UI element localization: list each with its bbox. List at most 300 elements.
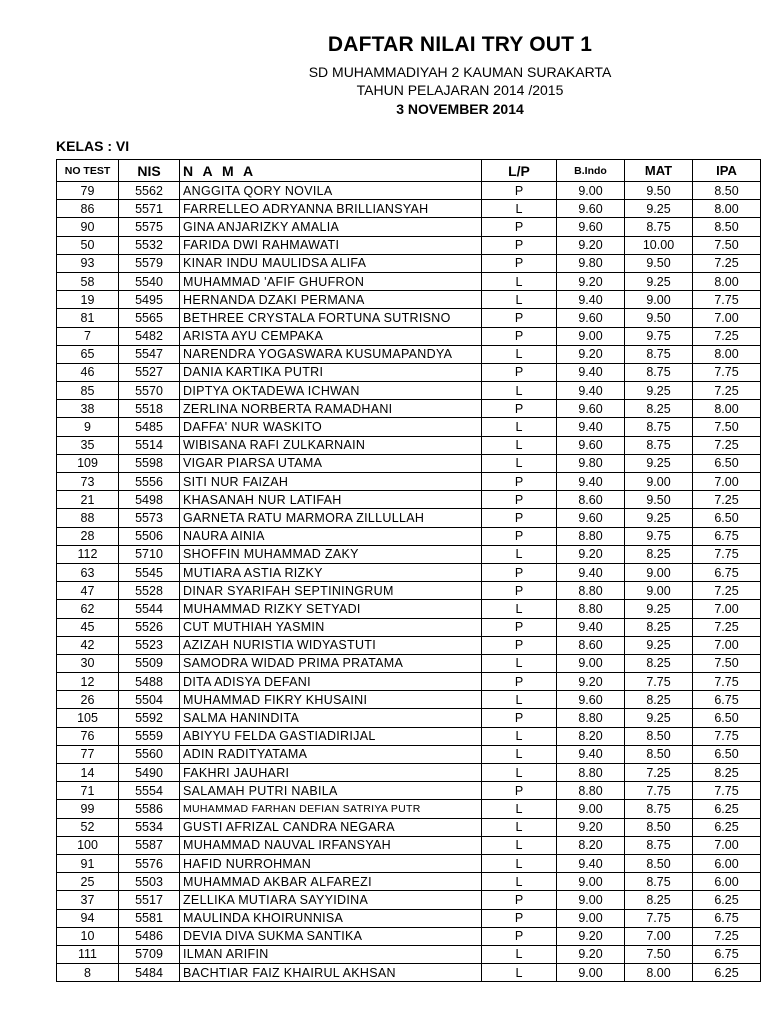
table-row — [57, 291, 761, 309]
table-row — [57, 582, 761, 600]
cell-bindo: 8.80 — [557, 782, 625, 800]
cell-nama: GARNETA RATU MARMORA ZILLULLAH — [180, 509, 482, 527]
table-row — [57, 309, 761, 327]
cell-nama: ARISTA AYU CEMPAKA — [180, 327, 482, 345]
cell-nama: VIGAR PIARSA UTAMA — [180, 454, 482, 472]
cell-ipa: 7.00 — [693, 309, 761, 327]
cell-mat: 9.25 — [625, 709, 693, 727]
cell-nama: DITA ADISYA DEFANI — [180, 673, 482, 691]
cell-no-test: 112 — [57, 545, 119, 563]
column-header-nama: N A M A — [180, 160, 482, 182]
cell-mat: 8.75 — [625, 345, 693, 363]
cell-nama: FARIDA DWI RAHMAWATI — [180, 236, 482, 254]
cell-ipa: 7.75 — [693, 673, 761, 691]
cell-nis: 5509 — [119, 654, 180, 672]
cell-nis: 5592 — [119, 709, 180, 727]
cell-lp: L — [482, 873, 557, 891]
cell-mat: 7.75 — [625, 909, 693, 927]
cell-lp: P — [482, 709, 557, 727]
cell-no-test: 52 — [57, 818, 119, 836]
cell-no-test: 93 — [57, 254, 119, 272]
cell-ipa: 6.50 — [693, 509, 761, 527]
cell-nama: MUHAMMAD FARHAN DEFIAN SATRIYA PUTR — [180, 800, 482, 818]
cell-bindo: 9.40 — [557, 291, 625, 309]
cell-mat: 9.50 — [625, 309, 693, 327]
cell-nama: CUT MUTHIAH YASMIN — [180, 618, 482, 636]
cell-no-test: 58 — [57, 272, 119, 290]
cell-bindo: 9.00 — [557, 964, 625, 982]
cell-no-test: 35 — [57, 436, 119, 454]
cell-lp: P — [482, 582, 557, 600]
cell-mat: 7.25 — [625, 764, 693, 782]
cell-mat: 9.00 — [625, 563, 693, 581]
table-body — [57, 182, 761, 982]
cell-no-test: 10 — [57, 927, 119, 945]
cell-nis: 5562 — [119, 182, 180, 200]
cell-nama: NARENDRA YOGASWARA KUSUMAPANDYA — [180, 345, 482, 363]
cell-nis: 5576 — [119, 854, 180, 872]
cell-lp: L — [482, 945, 557, 963]
table-row — [57, 727, 761, 745]
cell-nama: SALMA HANINDITA — [180, 709, 482, 727]
cell-bindo: 9.40 — [557, 854, 625, 872]
cell-bindo: 9.20 — [557, 927, 625, 945]
table-row — [57, 818, 761, 836]
table-row — [57, 182, 761, 200]
cell-lp: L — [482, 854, 557, 872]
cell-lp: P — [482, 927, 557, 945]
cell-lp: L — [482, 691, 557, 709]
cell-ipa: 8.50 — [693, 218, 761, 236]
cell-nis: 5565 — [119, 309, 180, 327]
cell-bindo: 9.00 — [557, 182, 625, 200]
cell-bindo: 9.00 — [557, 327, 625, 345]
cell-nis: 5484 — [119, 964, 180, 982]
table-row — [57, 218, 761, 236]
cell-bindo: 9.40 — [557, 418, 625, 436]
cell-bindo: 9.20 — [557, 236, 625, 254]
cell-no-test: 65 — [57, 345, 119, 363]
cell-ipa: 6.50 — [693, 709, 761, 727]
table-row — [57, 927, 761, 945]
cell-ipa: 6.75 — [693, 945, 761, 963]
table-row — [57, 382, 761, 400]
cell-nis: 5586 — [119, 800, 180, 818]
cell-nis: 5581 — [119, 909, 180, 927]
cell-bindo: 9.60 — [557, 218, 625, 236]
cell-nama: ANGGITA QORY NOVILA — [180, 182, 482, 200]
table-row — [57, 509, 761, 527]
cell-no-test: 76 — [57, 727, 119, 745]
cell-lp: P — [482, 491, 557, 509]
cell-nama: MAULINDA KHOIRUNNISA — [180, 909, 482, 927]
table-row — [57, 327, 761, 345]
cell-nis: 5527 — [119, 363, 180, 381]
cell-lp: P — [482, 363, 557, 381]
cell-ipa: 7.25 — [693, 927, 761, 945]
cell-bindo: 9.00 — [557, 891, 625, 909]
cell-nama: DINAR SYARIFAH SEPTININGRUM — [180, 582, 482, 600]
cell-nama: SITI NUR FAIZAH — [180, 473, 482, 491]
table-row — [57, 272, 761, 290]
cell-nis: 5532 — [119, 236, 180, 254]
cell-lp: P — [482, 182, 557, 200]
cell-mat: 9.50 — [625, 491, 693, 509]
table-row — [57, 363, 761, 381]
cell-no-test: 71 — [57, 782, 119, 800]
cell-lp: P — [482, 891, 557, 909]
cell-no-test: 79 — [57, 182, 119, 200]
cell-nama: ZELLIKA MUTIARA SAYYIDINA — [180, 891, 482, 909]
cell-bindo: 9.00 — [557, 654, 625, 672]
cell-ipa: 6.25 — [693, 964, 761, 982]
cell-lp: P — [482, 636, 557, 654]
cell-bindo: 9.60 — [557, 509, 625, 527]
cell-ipa: 7.75 — [693, 291, 761, 309]
cell-mat: 8.25 — [625, 691, 693, 709]
table-row — [57, 764, 761, 782]
cell-ipa: 7.75 — [693, 545, 761, 563]
cell-lp: P — [482, 473, 557, 491]
cell-bindo: 9.00 — [557, 909, 625, 927]
cell-nis: 5504 — [119, 691, 180, 709]
table-row — [57, 800, 761, 818]
cell-no-test: 77 — [57, 745, 119, 763]
cell-lp: L — [482, 836, 557, 854]
cell-ipa: 7.75 — [693, 782, 761, 800]
cell-mat: 9.25 — [625, 382, 693, 400]
cell-nis: 5495 — [119, 291, 180, 309]
cell-nama: MUTIARA ASTIA RIZKY — [180, 563, 482, 581]
cell-no-test: 7 — [57, 327, 119, 345]
cell-no-test: 50 — [57, 236, 119, 254]
table-row — [57, 964, 761, 982]
cell-mat: 7.50 — [625, 945, 693, 963]
cell-nis: 5485 — [119, 418, 180, 436]
grades-table — [56, 159, 761, 982]
cell-mat: 9.00 — [625, 473, 693, 491]
column-header-nis: NIS — [119, 160, 180, 182]
document-title: DAFTAR NILAI TRY OUT 1 — [327, 33, 593, 56]
cell-mat: 9.00 — [625, 582, 693, 600]
cell-nama: MUHAMMAD FIKRY KHUSAINI — [180, 691, 482, 709]
table-row — [57, 873, 761, 891]
cell-lp: L — [482, 727, 557, 745]
cell-ipa: 7.50 — [693, 418, 761, 436]
cell-nama: ADIN RADITYATAMA — [180, 745, 482, 763]
cell-lp: L — [482, 291, 557, 309]
cell-nama: AZIZAH NURISTIA WIDYASTUTI — [180, 636, 482, 654]
cell-nis: 5482 — [119, 327, 180, 345]
cell-mat: 9.25 — [625, 200, 693, 218]
cell-nis: 5545 — [119, 563, 180, 581]
cell-lp: P — [482, 527, 557, 545]
cell-no-test: 63 — [57, 563, 119, 581]
cell-bindo: 9.20 — [557, 345, 625, 363]
cell-ipa: 7.00 — [693, 600, 761, 618]
cell-no-test: 94 — [57, 909, 119, 927]
cell-lp: L — [482, 800, 557, 818]
cell-nama: GINA ANJARIZKY AMALIA — [180, 218, 482, 236]
cell-nis: 5587 — [119, 836, 180, 854]
cell-ipa: 6.75 — [693, 691, 761, 709]
cell-no-test: 38 — [57, 400, 119, 418]
cell-ipa: 7.25 — [693, 582, 761, 600]
cell-ipa: 6.25 — [693, 891, 761, 909]
cell-lp: L — [482, 200, 557, 218]
cell-nis: 5544 — [119, 600, 180, 618]
cell-bindo: 8.20 — [557, 836, 625, 854]
table-row — [57, 673, 761, 691]
cell-lp: P — [482, 218, 557, 236]
cell-ipa: 7.75 — [693, 727, 761, 745]
cell-ipa: 6.00 — [693, 873, 761, 891]
cell-nama: SALAMAH PUTRI NABILA — [180, 782, 482, 800]
cell-bindo: 9.20 — [557, 545, 625, 563]
cell-mat: 9.25 — [625, 509, 693, 527]
cell-ipa: 7.00 — [693, 473, 761, 491]
cell-mat: 9.00 — [625, 291, 693, 309]
cell-ipa: 7.25 — [693, 491, 761, 509]
table-row — [57, 454, 761, 472]
cell-mat: 10.00 — [625, 236, 693, 254]
cell-ipa: 6.75 — [693, 563, 761, 581]
cell-mat: 8.75 — [625, 218, 693, 236]
cell-nama: FARRELLEO ADRYANNA BRILLIANSYAH — [180, 200, 482, 218]
cell-nama: KHASANAH NUR LATIFAH — [180, 491, 482, 509]
cell-nama: FAKHRI JAUHARI — [180, 764, 482, 782]
cell-lp: L — [482, 600, 557, 618]
cell-nis: 5503 — [119, 873, 180, 891]
cell-ipa: 6.75 — [693, 909, 761, 927]
cell-nama: DEVIA DIVA SUKMA SANTIKA — [180, 927, 482, 945]
table-row — [57, 691, 761, 709]
cell-lp: L — [482, 964, 557, 982]
cell-nama: BACHTIAR FAIZ KHAIRUL AKHSAN — [180, 964, 482, 982]
cell-mat: 8.50 — [625, 745, 693, 763]
cell-bindo: 8.60 — [557, 491, 625, 509]
cell-mat: 8.75 — [625, 436, 693, 454]
cell-lp: L — [482, 745, 557, 763]
cell-lp: P — [482, 618, 557, 636]
cell-mat: 9.75 — [625, 327, 693, 345]
cell-ipa: 7.50 — [693, 236, 761, 254]
cell-mat: 9.25 — [625, 636, 693, 654]
cell-nama: MUHAMMAD 'AFIF GHUFRON — [180, 272, 482, 290]
cell-nama: DANIA KARTIKA PUTRI — [180, 363, 482, 381]
cell-nis: 5490 — [119, 764, 180, 782]
cell-mat: 8.50 — [625, 727, 693, 745]
cell-nis: 5573 — [119, 509, 180, 527]
table-row — [57, 891, 761, 909]
cell-ipa: 8.00 — [693, 400, 761, 418]
cell-ipa: 7.00 — [693, 636, 761, 654]
cell-mat: 7.75 — [625, 782, 693, 800]
cell-bindo: 8.80 — [557, 709, 625, 727]
cell-mat: 9.75 — [625, 527, 693, 545]
table-row — [57, 709, 761, 727]
table-row — [57, 400, 761, 418]
cell-ipa: 6.25 — [693, 800, 761, 818]
cell-ipa: 7.50 — [693, 654, 761, 672]
cell-nama: ZERLINA NORBERTA RAMADHANI — [180, 400, 482, 418]
cell-nis: 5523 — [119, 636, 180, 654]
cell-lp: P — [482, 673, 557, 691]
cell-mat: 8.25 — [625, 618, 693, 636]
cell-lp: L — [482, 764, 557, 782]
cell-no-test: 105 — [57, 709, 119, 727]
cell-lp: P — [482, 309, 557, 327]
cell-ipa: 7.75 — [693, 363, 761, 381]
cell-nis: 5570 — [119, 382, 180, 400]
cell-bindo: 8.80 — [557, 527, 625, 545]
cell-bindo: 9.20 — [557, 673, 625, 691]
cell-bindo: 8.80 — [557, 764, 625, 782]
table-row — [57, 236, 761, 254]
cell-nama: ABIYYU FELDA GASTIADIRIJAL — [180, 727, 482, 745]
cell-bindo: 9.80 — [557, 454, 625, 472]
cell-no-test: 47 — [57, 582, 119, 600]
cell-mat: 8.75 — [625, 873, 693, 891]
table-row — [57, 745, 761, 763]
cell-mat: 7.00 — [625, 927, 693, 945]
cell-no-test: 100 — [57, 836, 119, 854]
cell-nama: BETHREE CRYSTALA FORTUNA SUTRISNO — [180, 309, 482, 327]
cell-no-test: 19 — [57, 291, 119, 309]
cell-lp: L — [482, 272, 557, 290]
cell-lp: P — [482, 782, 557, 800]
table-row — [57, 527, 761, 545]
cell-no-test: 46 — [57, 363, 119, 381]
cell-no-test: 85 — [57, 382, 119, 400]
table-row — [57, 345, 761, 363]
cell-ipa: 6.50 — [693, 454, 761, 472]
cell-ipa: 8.00 — [693, 200, 761, 218]
cell-bindo: 9.20 — [557, 818, 625, 836]
cell-nama: GUSTI AFRIZAL CANDRA NEGARA — [180, 818, 482, 836]
table-row — [57, 563, 761, 581]
cell-lp: P — [482, 909, 557, 927]
cell-nis: 5506 — [119, 527, 180, 545]
cell-nis: 5598 — [119, 454, 180, 472]
cell-mat: 8.75 — [625, 363, 693, 381]
cell-nama: MUHAMMAD NAUVAL IRFANSYAH — [180, 836, 482, 854]
cell-mat: 9.50 — [625, 182, 693, 200]
cell-nis: 5514 — [119, 436, 180, 454]
table-row — [57, 836, 761, 854]
table-row — [57, 618, 761, 636]
table-row — [57, 254, 761, 272]
cell-ipa: 8.00 — [693, 272, 761, 290]
cell-lp: L — [482, 545, 557, 563]
cell-no-test: 99 — [57, 800, 119, 818]
cell-nis: 5498 — [119, 491, 180, 509]
cell-lp: L — [482, 454, 557, 472]
cell-mat: 8.75 — [625, 418, 693, 436]
cell-bindo: 9.00 — [557, 873, 625, 891]
cell-no-test: 28 — [57, 527, 119, 545]
cell-nama: KINAR INDU MAULIDSA ALIFA — [180, 254, 482, 272]
cell-nama: WIBISANA RAFI ZULKARNAIN — [180, 436, 482, 454]
cell-ipa: 8.00 — [693, 345, 761, 363]
cell-ipa: 6.50 — [693, 745, 761, 763]
cell-nis: 5710 — [119, 545, 180, 563]
cell-nis: 5560 — [119, 745, 180, 763]
cell-lp: L — [482, 818, 557, 836]
cell-mat: 9.50 — [625, 254, 693, 272]
cell-no-test: 81 — [57, 309, 119, 327]
cell-bindo: 9.20 — [557, 272, 625, 290]
cell-no-test: 111 — [57, 945, 119, 963]
cell-bindo: 8.20 — [557, 727, 625, 745]
cell-nis: 5554 — [119, 782, 180, 800]
cell-mat: 8.25 — [625, 654, 693, 672]
cell-bindo: 9.60 — [557, 200, 625, 218]
cell-nama: DIPTYA OKTADEWA ICHWAN — [180, 382, 482, 400]
cell-nama: MUHAMMAD AKBAR ALFAREZI — [180, 873, 482, 891]
cell-nis: 5540 — [119, 272, 180, 290]
cell-mat: 8.25 — [625, 545, 693, 563]
column-header-ipa: IPA — [693, 160, 761, 182]
cell-nama: DAFFA' NUR WASKITO — [180, 418, 482, 436]
cell-mat: 8.75 — [625, 800, 693, 818]
cell-bindo: 9.40 — [557, 473, 625, 491]
table-row — [57, 782, 761, 800]
cell-mat: 7.75 — [625, 673, 693, 691]
table-row — [57, 200, 761, 218]
cell-nis: 5579 — [119, 254, 180, 272]
cell-lp: P — [482, 400, 557, 418]
cell-ipa: 7.00 — [693, 836, 761, 854]
cell-ipa: 8.50 — [693, 182, 761, 200]
cell-ipa: 7.25 — [693, 327, 761, 345]
cell-nis: 5571 — [119, 200, 180, 218]
cell-bindo: 9.40 — [557, 382, 625, 400]
cell-lp: L — [482, 382, 557, 400]
table-row — [57, 909, 761, 927]
cell-no-test: 9 — [57, 418, 119, 436]
cell-no-test: 21 — [57, 491, 119, 509]
cell-nis: 5488 — [119, 673, 180, 691]
cell-lp: P — [482, 254, 557, 272]
cell-nama: HERNANDA DZAKI PERMANA — [180, 291, 482, 309]
cell-bindo: 9.40 — [557, 563, 625, 581]
cell-bindo: 9.60 — [557, 436, 625, 454]
cell-lp: P — [482, 327, 557, 345]
cell-nama: NAURA AINIA — [180, 527, 482, 545]
cell-mat: 9.25 — [625, 272, 693, 290]
cell-no-test: 88 — [57, 509, 119, 527]
cell-bindo: 9.20 — [557, 945, 625, 963]
table-row — [57, 654, 761, 672]
cell-bindo: 8.60 — [557, 636, 625, 654]
cell-no-test: 91 — [57, 854, 119, 872]
cell-lp: P — [482, 236, 557, 254]
table-row — [57, 545, 761, 563]
cell-nis: 5547 — [119, 345, 180, 363]
table-header-row — [57, 160, 761, 182]
test-date: 3 NOVEMBER 2014 — [396, 101, 524, 117]
cell-bindo: 9.60 — [557, 691, 625, 709]
cell-lp: P — [482, 563, 557, 581]
cell-nis: 5526 — [119, 618, 180, 636]
table-row — [57, 436, 761, 454]
cell-no-test: 62 — [57, 600, 119, 618]
cell-mat: 9.25 — [625, 600, 693, 618]
cell-mat: 8.00 — [625, 964, 693, 982]
cell-ipa: 7.25 — [693, 382, 761, 400]
cell-no-test: 45 — [57, 618, 119, 636]
